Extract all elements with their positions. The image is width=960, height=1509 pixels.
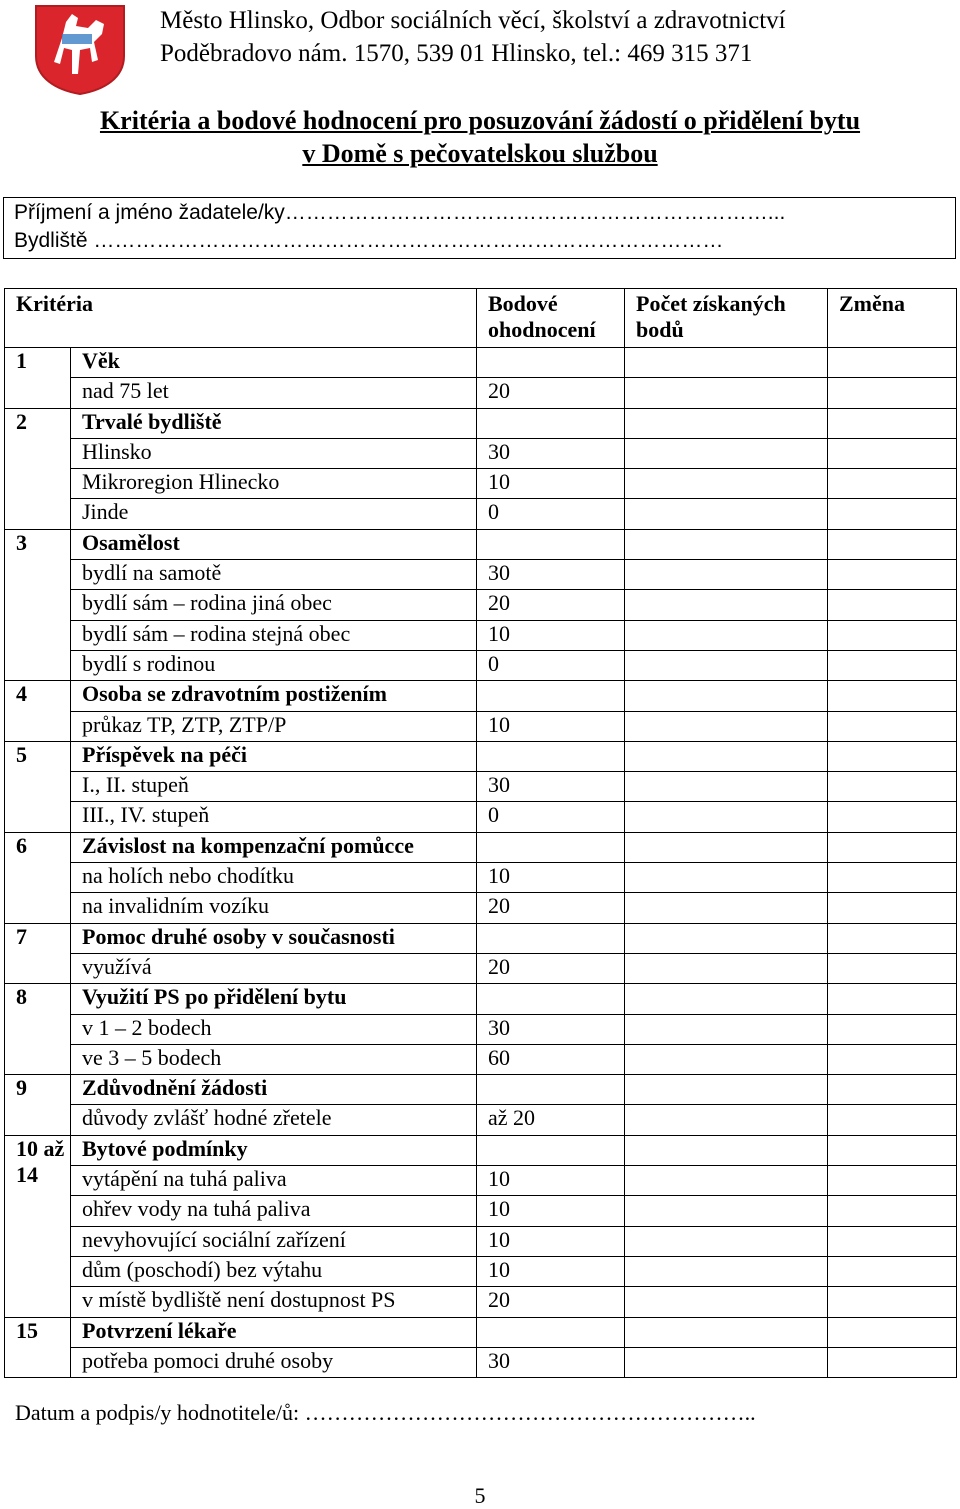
criteria-item-points: 10 [477, 1226, 625, 1256]
criteria-number: 1 [5, 348, 71, 409]
criteria-item-label: Jinde [71, 499, 477, 529]
points-cell [477, 1317, 625, 1347]
earned-points-cell[interactable] [625, 923, 828, 953]
criteria-item-row [5, 1105, 957, 1135]
criteria-item-points: 60 [477, 1044, 625, 1074]
earned-points-cell[interactable] [625, 681, 828, 711]
earned-points-cell[interactable] [625, 802, 828, 832]
criteria-item-row [5, 893, 957, 923]
criteria-title: Využití PS po přidělení bytu [71, 984, 477, 1014]
change-cell[interactable] [828, 438, 957, 468]
criteria-item-row [5, 1196, 957, 1226]
criteria-item-label: ohřev vody na tuhá paliva [71, 1196, 477, 1226]
criteria-item-label: využívá [71, 953, 477, 983]
criteria-item-row [5, 469, 957, 499]
change-cell[interactable] [828, 408, 957, 438]
criteria-number: 5 [5, 741, 71, 832]
change-cell[interactable] [828, 741, 957, 771]
points-cell [477, 408, 625, 438]
earned-points-cell[interactable] [625, 1044, 828, 1074]
criteria-number: 7 [5, 923, 71, 984]
earned-points-cell[interactable] [625, 984, 828, 1014]
criteria-item-points: 30 [477, 438, 625, 468]
criteria-item-points: 30 [477, 1347, 625, 1377]
criteria-item-row [5, 620, 957, 650]
earned-points-cell[interactable] [625, 438, 828, 468]
change-cell[interactable] [828, 1044, 957, 1074]
change-cell[interactable] [828, 802, 957, 832]
criteria-title: Věk [71, 348, 477, 378]
earned-points-cell[interactable] [625, 1256, 828, 1286]
change-cell[interactable] [828, 1105, 957, 1135]
criteria-item-points: 10 [477, 1256, 625, 1286]
points-cell [477, 984, 625, 1014]
earned-points-cell[interactable] [625, 1347, 828, 1377]
earned-points-cell[interactable] [625, 1287, 828, 1317]
header-points: Bodové ohodnocení [477, 289, 625, 348]
criteria-item-label: dům (poschodí) bez výtahu [71, 1256, 477, 1286]
criteria-number: 15 [5, 1317, 71, 1378]
document-title: Kritéria a bodové hodnocení pro posuzování žádostí o přidělení bytu [99, 106, 861, 135]
criteria-group-row [5, 832, 957, 862]
criteria-group-row [5, 1135, 957, 1165]
criteria-item-row [5, 1014, 957, 1044]
points-cell [477, 1075, 625, 1105]
criteria-item-row [5, 1347, 957, 1377]
change-cell[interactable] [828, 650, 957, 680]
criteria-item-label: Hlinsko [71, 438, 477, 468]
earned-points-cell[interactable] [625, 1075, 828, 1105]
criteria-item-points: 10 [477, 1196, 625, 1226]
points-cell [477, 832, 625, 862]
criteria-item-label: v místě bydliště není dostupnost PS [71, 1287, 477, 1317]
points-cell [477, 741, 625, 771]
change-cell[interactable] [828, 499, 957, 529]
earned-points-cell[interactable] [625, 741, 828, 771]
criteria-item-label: nad 75 let [71, 378, 477, 408]
criteria-item-row [5, 1166, 957, 1196]
office-address: Poděbradovo nám. 1570, 539 01 Hlinsko, tel.: 469 315 371 [160, 40, 753, 67]
applicant-name-field[interactable]: Příjmení a jméno žadatele/ky……………………………………………………………... [14, 201, 786, 224]
criteria-item-label: bydlí na samotě [71, 560, 477, 590]
points-cell [477, 348, 625, 378]
criteria-title: Příspěvek na péči [71, 741, 477, 771]
criteria-item-label: bydlí sám – rodina stejná obec [71, 620, 477, 650]
criteria-title: Pomoc druhé osoby v současnosti [71, 923, 477, 953]
earned-points-cell[interactable] [625, 650, 828, 680]
change-cell[interactable] [828, 681, 957, 711]
earned-points-cell[interactable] [625, 772, 828, 802]
criteria-title: Trvalé bydliště [71, 408, 477, 438]
earned-points-cell[interactable] [625, 620, 828, 650]
criteria-item-row [5, 953, 957, 983]
criteria-item-points: 0 [477, 802, 625, 832]
change-cell[interactable] [828, 1014, 957, 1044]
criteria-table [4, 288, 957, 1378]
earned-points-cell[interactable] [625, 1317, 828, 1347]
earned-points-cell[interactable] [625, 711, 828, 741]
criteria-item-label: bydlí s rodinou [71, 650, 477, 680]
criteria-item-row [5, 711, 957, 741]
header-criteria: Kritéria [5, 289, 477, 348]
criteria-number: 3 [5, 529, 71, 680]
criteria-item-points: 10 [477, 1166, 625, 1196]
criteria-group-row [5, 741, 957, 771]
criteria-item-label: na holích nebo chodítku [71, 863, 477, 893]
criteria-group-row [5, 923, 957, 953]
criteria-item-label: nevyhovující sociální zařízení [71, 1226, 477, 1256]
criteria-group-row [5, 529, 957, 559]
criteria-group-row [5, 1317, 957, 1347]
earned-points-cell[interactable] [625, 1196, 828, 1226]
change-cell[interactable] [828, 1166, 957, 1196]
criteria-item-points: 30 [477, 772, 625, 802]
criteria-number: 8 [5, 984, 71, 1075]
criteria-title: Potvrzení lékaře [71, 1317, 477, 1347]
criteria-item-row [5, 1287, 957, 1317]
points-cell [477, 681, 625, 711]
criteria-title: Závislost na kompenzační pomůcce [71, 832, 477, 862]
change-cell[interactable] [828, 953, 957, 983]
applicant-residence-field[interactable]: Bydliště ……………………………………………………………………………… [14, 229, 724, 252]
criteria-title: Osoba se zdravotním postižením [71, 681, 477, 711]
earned-points-cell[interactable] [625, 953, 828, 983]
criteria-item-label: důvody zvlášť hodné zřetele [71, 1105, 477, 1135]
earned-points-cell[interactable] [625, 1014, 828, 1044]
criteria-title: Zdůvodnění žádosti [71, 1075, 477, 1105]
earned-points-cell[interactable] [625, 348, 828, 378]
criteria-item-row [5, 590, 957, 620]
change-cell[interactable] [828, 529, 957, 559]
criteria-item-label: na invalidním vozíku [71, 893, 477, 923]
criteria-item-points: až 20 [477, 1105, 625, 1135]
criteria-item-points: 30 [477, 560, 625, 590]
change-cell[interactable] [828, 893, 957, 923]
criteria-item-label: vytápění na tuhá paliva [71, 1166, 477, 1196]
criteria-item-points: 20 [477, 378, 625, 408]
change-cell[interactable] [828, 620, 957, 650]
criteria-group-row [5, 1075, 957, 1105]
change-cell[interactable] [828, 378, 957, 408]
criteria-item-label: I., II. stupeň [71, 772, 477, 802]
criteria-item-row [5, 438, 957, 468]
earned-points-cell[interactable] [625, 378, 828, 408]
earned-points-cell[interactable] [625, 893, 828, 923]
signature-line: Datum a podpis/y hodnotitele/ů: …………………………………………………….. [15, 1400, 756, 1425]
change-cell[interactable] [828, 469, 957, 499]
criteria-group-row [5, 681, 957, 711]
earned-points-cell[interactable] [625, 1135, 828, 1165]
criteria-item-points: 0 [477, 499, 625, 529]
change-cell[interactable] [828, 560, 957, 590]
header-change: Změna [828, 289, 957, 348]
change-cell[interactable] [828, 1317, 957, 1347]
coat-of-arms-logo [32, 4, 128, 96]
earned-points-cell[interactable] [625, 408, 828, 438]
points-cell [477, 529, 625, 559]
earned-points-cell[interactable] [625, 469, 828, 499]
earned-points-cell[interactable] [625, 560, 828, 590]
earned-points-cell[interactable] [625, 863, 828, 893]
criteria-number: 6 [5, 832, 71, 923]
change-cell[interactable] [828, 711, 957, 741]
earned-points-cell[interactable] [625, 590, 828, 620]
criteria-item-points: 20 [477, 953, 625, 983]
criteria-item-label: průkaz TP, ZTP, ZTP/P [71, 711, 477, 741]
change-cell[interactable] [828, 1196, 957, 1226]
criteria-item-label: potřeba pomoci druhé osoby [71, 1347, 477, 1377]
criteria-group-row [5, 408, 957, 438]
criteria-item-row [5, 863, 957, 893]
criteria-item-row [5, 560, 957, 590]
criteria-group-row [5, 348, 957, 378]
earned-points-cell[interactable] [625, 1226, 828, 1256]
applicant-box [3, 197, 956, 259]
criteria-item-points: 10 [477, 620, 625, 650]
change-cell[interactable] [828, 923, 957, 953]
change-cell[interactable] [828, 1347, 957, 1377]
criteria-item-label: v 1 – 2 bodech [71, 1014, 477, 1044]
earned-points-cell[interactable] [625, 1105, 828, 1135]
earned-points-cell[interactable] [625, 499, 828, 529]
criteria-number: 4 [5, 681, 71, 742]
change-cell[interactable] [828, 1287, 957, 1317]
points-cell [477, 923, 625, 953]
criteria-item-row [5, 1044, 957, 1074]
change-cell[interactable] [828, 832, 957, 862]
criteria-number: 10 až 14 [5, 1135, 71, 1317]
criteria-item-row [5, 650, 957, 680]
points-cell [477, 1135, 625, 1165]
criteria-item-points: 10 [477, 863, 625, 893]
criteria-item-label: bydlí sám – rodina jiná obec [71, 590, 477, 620]
criteria-item-row [5, 1256, 957, 1286]
criteria-number: 9 [5, 1075, 71, 1136]
criteria-item-points: 0 [477, 650, 625, 680]
change-cell[interactable] [828, 1256, 957, 1286]
change-cell[interactable] [828, 1135, 957, 1165]
criteria-item-label: III., IV. stupeň [71, 802, 477, 832]
criteria-item-points: 20 [477, 1287, 625, 1317]
criteria-item-points: 10 [477, 469, 625, 499]
criteria-item-row [5, 1226, 957, 1256]
criteria-item-label: Mikroregion Hlinecko [71, 469, 477, 499]
criteria-item-points: 20 [477, 893, 625, 923]
change-cell[interactable] [828, 1226, 957, 1256]
criteria-item-row [5, 499, 957, 529]
earned-points-cell[interactable] [625, 529, 828, 559]
change-cell[interactable] [828, 984, 957, 1014]
criteria-item-label: ve 3 – 5 bodech [71, 1044, 477, 1074]
change-cell[interactable] [828, 590, 957, 620]
criteria-item-row [5, 802, 957, 832]
criteria-group-row [5, 984, 957, 1014]
criteria-item-points: 20 [477, 590, 625, 620]
criteria-item-points: 30 [477, 1014, 625, 1044]
earned-points-cell[interactable] [625, 832, 828, 862]
earned-points-cell[interactable] [625, 1166, 828, 1196]
change-cell[interactable] [828, 1075, 957, 1105]
change-cell[interactable] [828, 772, 957, 802]
page-number: 5 [474, 1483, 486, 1508]
change-cell[interactable] [828, 863, 957, 893]
criteria-title: Osamělost [71, 529, 477, 559]
table-header-row [5, 289, 957, 348]
office-name: Město Hlinsko, Odbor sociálních věcí, školství a zdravotnictví [160, 7, 786, 34]
document-subtitle: v Domě s pečovatelskou službou [302, 139, 658, 168]
criteria-number: 2 [5, 408, 71, 529]
criteria-item-points: 10 [477, 711, 625, 741]
criteria-item-row [5, 772, 957, 802]
criteria-item-row [5, 378, 957, 408]
criteria-title: Bytové podmínky [71, 1135, 477, 1165]
change-cell[interactable] [828, 348, 957, 378]
header-earned: Počet získaných bodů [625, 289, 828, 348]
